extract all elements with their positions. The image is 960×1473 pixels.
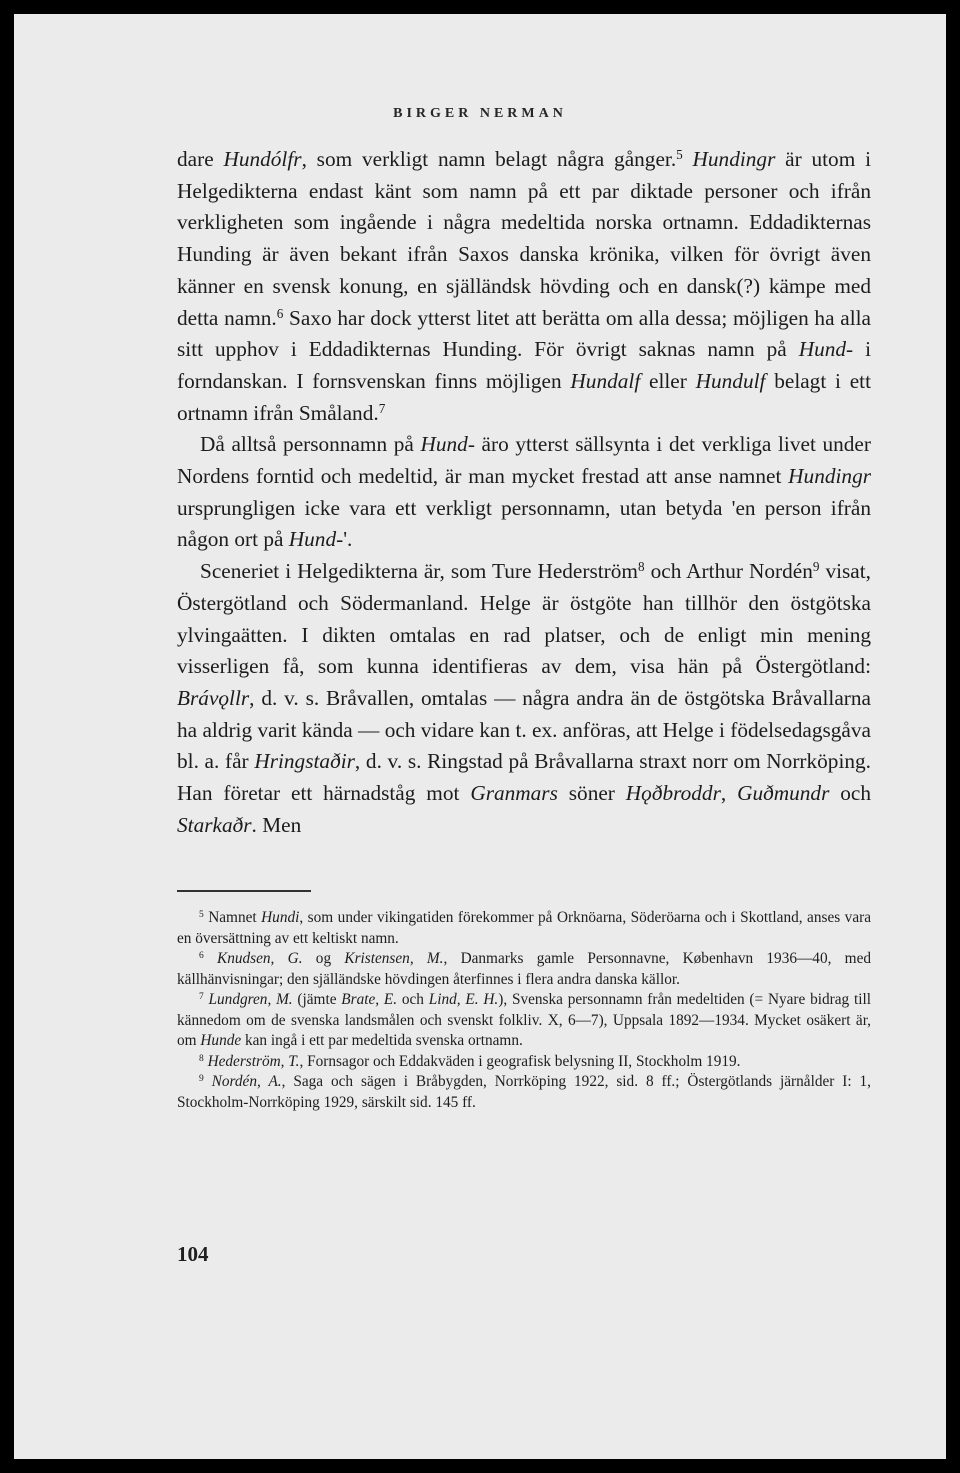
footnote-6: $^6$ Knudsen, G. og Kristensen, M., Danmarks gamle Personnavne, København 1936—40, med källhänvisningar; den själländske hövdingen återfinnes i flera andra danska källor. xyxy=(177,950,872,988)
footnote-ref-7: 7 xyxy=(378,400,386,416)
page-number: 104 xyxy=(177,1242,209,1266)
footnote-ref-9: 9 xyxy=(812,558,820,574)
footnote-9: $^9$ Nordén, A., Saga och sägen i Bråbygden, Norrköping 1922, sid. 8 ff.; Östergötlands järnålder I: 1, Stockholm-Norrköping 1929, särskilt sid. 145 ff. xyxy=(177,1073,871,1111)
running-header: BIRGER NERMAN xyxy=(393,106,567,121)
footnote-7: $^7$ Lundgren, M. (jämte Brate, E. och Lind, E. H.), Svenska personnamn från medeltiden (= Nyare bidrag till kännedom om de svenska landsmålen och svenskt folkliv. X, 6—7), Uppsala 1892—1934. Mycket osäkert är, om Hunde kan ingå i ett par medeltida svenska ortnamn. xyxy=(177,991,871,1049)
main-text xyxy=(177,144,871,841)
paragraph-2: Då alltså personnamn på Hund- äro ytterst sällsynta i det verkliga livet under Nordens forntid och medeltid, är man mycket frestad att anse namnet Hundingr ursprungligen icke vara ett verkligt personnamn, utan betyda 'en person ifrån någon ort på Hund-'. xyxy=(177,432,871,552)
footnote-8: $^8$ Hederström, T., Fornsagor och Eddakväden i geografisk belysning II, Stockholm 1919. xyxy=(199,1052,741,1070)
footnote-ref-8: 8 xyxy=(637,558,645,574)
paragraph-1: dare Hundólfr, som verkligt namn belagt några gånger.$^5$ Hundingr är utom i Helgedikterna endast känt som namn på ett par diktade personer och ifrån verkligheten som ingående i några medeltida norska ortnamn. Eddadikternas Hunding är även bekant ifrån Saxos danska krönika, vilken för övrigt även känner en svensk konung, en själländsk hövding och en dansk(?) kämpe med detta namn.$^6$ Saxo har dock ytterst litet att berätta om alla dessa; möjligen ha alla sitt upphov i Eddadikternas Hunding. För övrigt saknas namn på Hund- i forndanskan. I fornsvenskan finns möjligen Hundalf eller Hundulf belagt i ett ortnamn ifrån Småland.$^7$ xyxy=(177,146,871,425)
footnote-5: $^5$ Namnet Hundi, som under vikingatiden förekommer på Orknöarna, Söderöarna och i Skottland, anses vara en översättning av ett keltiskt namn. xyxy=(177,909,871,947)
footnote-divider xyxy=(177,890,311,892)
paragraph-3: Sceneriet i Helgedikterna är, som Ture Hederström$^8$ och Arthur Nordén$^9$ visat, Östergötland och Södermanland. Helge är östgöte han tillhör den östgötska ylvingaätten. I dikten omtalas en rad platser, och de enligt min mening visserligen få, som kunna identifieras av dem, visa hän på Östergötland: Brávǫllr, d. v. s. Bråvallen, omtalas — några andra än de östgötska Bråvallarna ha aldrig varit kända — och vidare kan t. ex. anföras, att Helge i födelsedagsgåva bl. a. får Hringstaðir, d. v. s. Ringstad på Bråvallarna straxt norr om Norrköping. Han företar ett härnadståg mot Granmars söner Hǫðbroddr, Guðmundr och Starkaðr. Men xyxy=(177,558,872,837)
footnotes xyxy=(177,908,871,1113)
footnote-ref-6: 6 xyxy=(276,305,284,321)
footnote-ref-5: 5 xyxy=(676,146,683,162)
book-page xyxy=(14,14,946,1459)
